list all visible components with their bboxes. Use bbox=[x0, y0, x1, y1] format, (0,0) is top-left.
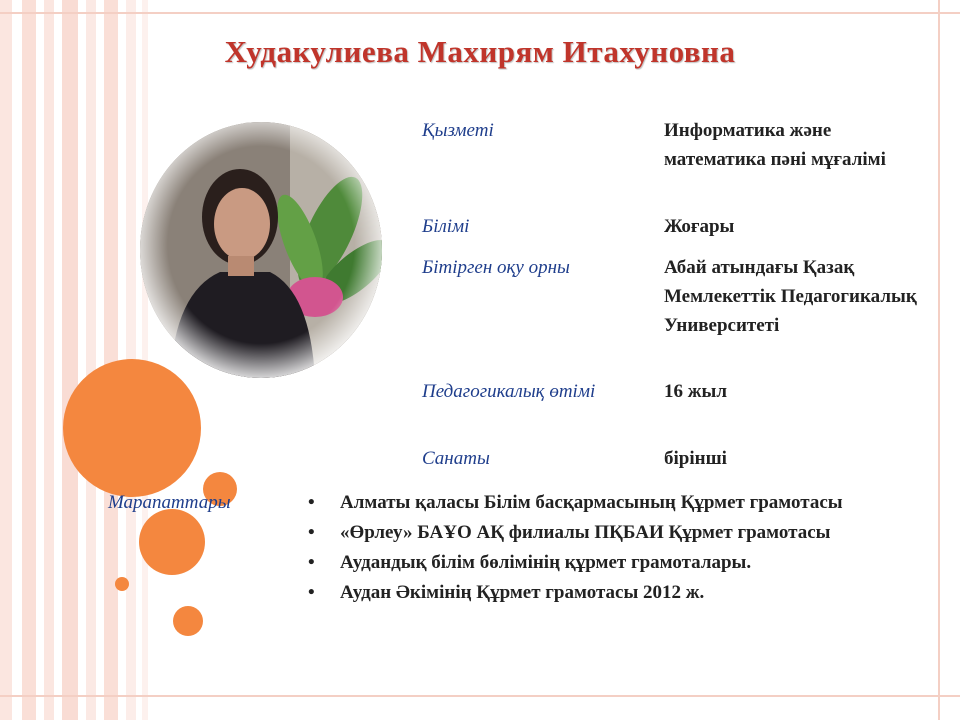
row-label-experience: Педагогикалық өтімі bbox=[422, 381, 596, 402]
award-item: • Аудан Әкімінің Құрмет грамотасы 2012 ж. bbox=[308, 579, 898, 606]
awards-label: Марапаттары bbox=[108, 492, 231, 513]
awards-list bbox=[308, 489, 898, 609]
decorative-line-right bbox=[938, 0, 940, 720]
decorative-line-top bbox=[0, 12, 960, 14]
row-value-institution: Абай атындағы Қазақ Мемлекеттік Педагогикалық Университеті bbox=[664, 257, 917, 336]
row-value-category: бірінші bbox=[664, 448, 727, 469]
row-label-category: Санаты bbox=[422, 448, 490, 469]
portrait-photo-icon bbox=[140, 122, 382, 378]
bullet-icon: • bbox=[308, 522, 315, 543]
bullet-icon: • bbox=[308, 492, 315, 513]
row-value-position: Информатика және математика пәні мұғалімі bbox=[664, 120, 886, 170]
award-item: • «Өрлеу» БАҰО АҚ филиалы ПҚБАИ Құрмет грамотасы bbox=[308, 519, 898, 546]
award-item: • Алматы қаласы Білім басқармасының Құрмет грамотасы bbox=[308, 489, 898, 516]
decorative-circle-large bbox=[63, 359, 201, 497]
award-item: • Аудандық білім бөлімінің құрмет грамоталары. bbox=[308, 549, 898, 576]
decorative-circle-medium bbox=[139, 509, 205, 575]
decorative-line-bottom bbox=[0, 695, 960, 697]
row-label-institution: Бітірген оқу орны bbox=[422, 257, 570, 278]
row-label-education: Білімі bbox=[422, 216, 470, 237]
bullet-icon: • bbox=[308, 552, 315, 573]
decorative-circle-small-2 bbox=[173, 606, 203, 636]
slide-title: Худакулиева Махирям Итахуновна bbox=[224, 34, 736, 69]
row-label-position: Қызметі bbox=[422, 120, 494, 141]
decorative-circle-tiny bbox=[115, 577, 129, 591]
row-value-experience: 16 жыл bbox=[664, 381, 728, 402]
row-value-education: Жоғары bbox=[664, 216, 735, 237]
bullet-icon: • bbox=[308, 582, 315, 603]
